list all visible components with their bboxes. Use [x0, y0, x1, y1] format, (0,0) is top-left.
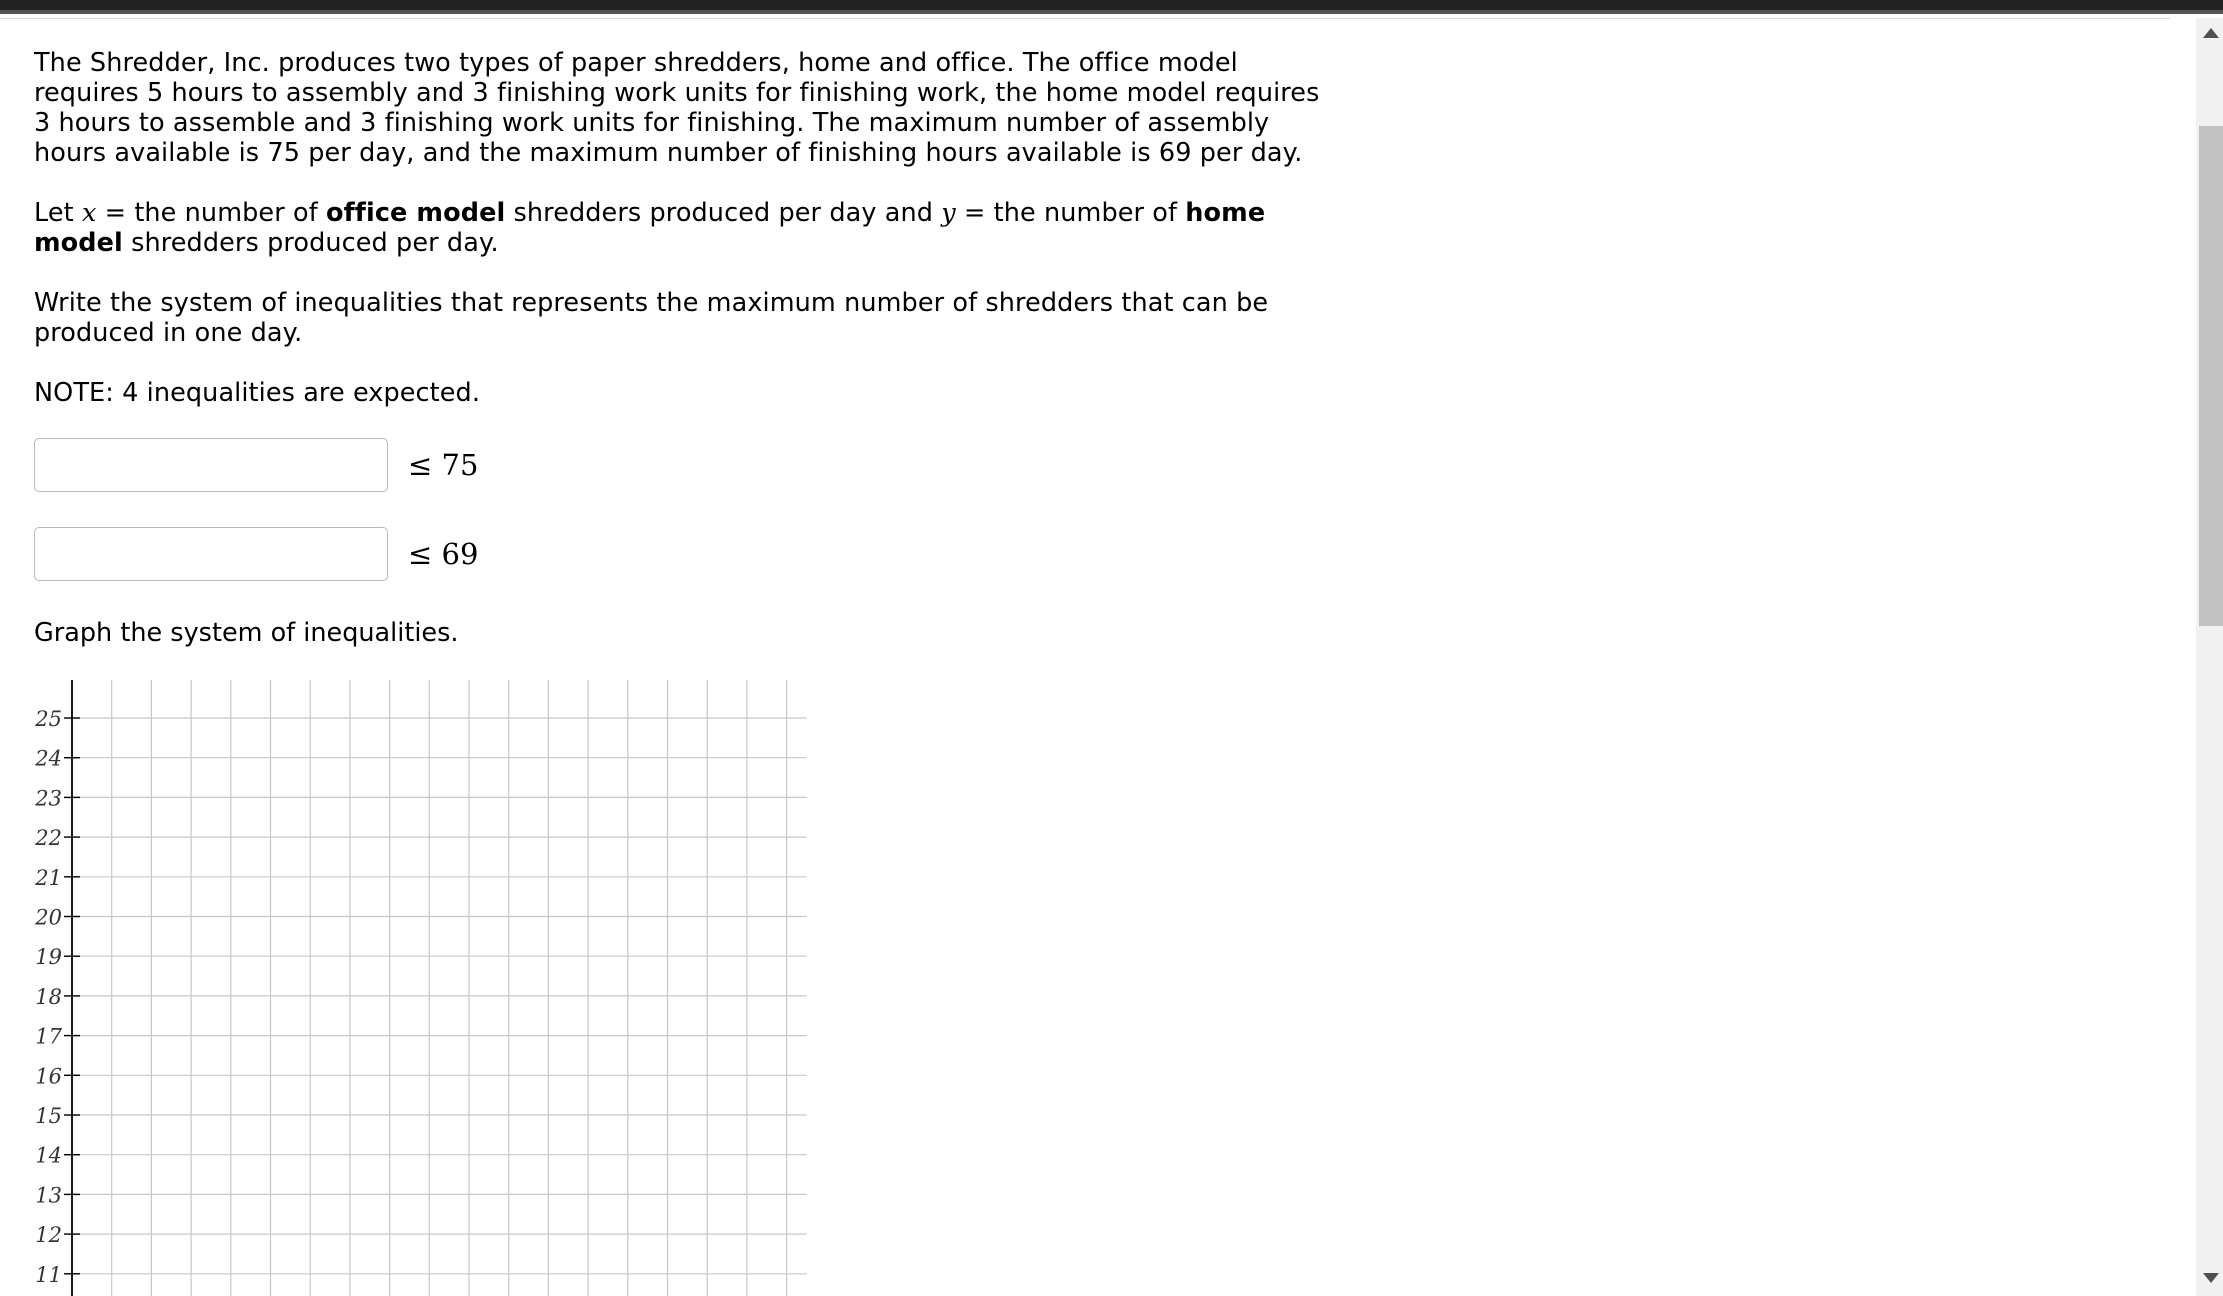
y-tick-label: 16 [35, 1064, 62, 1089]
variable-x: x [81, 198, 97, 228]
problem-statement: The Shredder, Inc. produces two types of paper shredders, home and office. The office model requires 5 hours to assembly and 3 finishing work units for finishing work, the home model requires 3 hours to assemble and 3 finishing work units for finishing. The maximum number of assembly hours available is 75 per day, and the maximum number of finishing hours available is 69 per day. [34, 48, 1320, 168]
y-tick-label: 14 [35, 1143, 62, 1168]
graph-instruction: Graph the system of inequalities. [34, 618, 459, 648]
inequality-rhs-1: ≤ 75 [408, 448, 479, 482]
y-tick-label: 25 [35, 707, 62, 731]
inequality-row-1 [34, 438, 1334, 494]
y-tick-label: 20 [35, 905, 62, 930]
variable-definition [34, 198, 1334, 258]
let-text-2: shredders produced per day and [505, 198, 942, 228]
inequality-input-2[interactable] [34, 527, 388, 581]
window-top-bar [0, 0, 2223, 14]
y-tick-label: 23 [35, 786, 62, 811]
scroll-down-arrow-icon[interactable] [2203, 1273, 2219, 1283]
inequality-rhs-2: ≤ 69 [408, 537, 479, 571]
let-prefix: Let [34, 198, 82, 228]
top-divider [0, 18, 2170, 19]
y-tick-label: 12 [35, 1223, 62, 1248]
y-tick-label: 13 [35, 1183, 62, 1208]
office-model-bold: office model [325, 198, 506, 228]
inequality-input-1[interactable] [34, 438, 388, 492]
y-tick-label: 22 [35, 826, 62, 851]
y-tick-label: 24 [35, 746, 62, 771]
let-text-1: = the number of [96, 198, 326, 228]
y-tick-label: 11 [35, 1262, 62, 1287]
home-model-bold: home model [34, 198, 1266, 258]
scrollbar-thumb[interactable] [2199, 126, 2223, 626]
instruction-text: Write the system of inequalities that represents the maximum number of shredders that can be produced in one day. [34, 288, 1269, 348]
y-tick-label: 17 [35, 1024, 62, 1049]
note-text: NOTE: 4 inequalities are expected. [34, 378, 481, 408]
y-tick-label: 18 [35, 984, 62, 1009]
inequality-row-2 [34, 527, 1334, 583]
y-tick-label: 19 [35, 945, 62, 970]
y-tick-label: 21 [35, 865, 62, 890]
scroll-up-arrow-icon[interactable] [2203, 28, 2219, 38]
let-suffix: shredders produced per day. [122, 228, 499, 258]
variable-y: y [941, 198, 956, 228]
question-content [34, 48, 1334, 616]
let-text-3: = the number of [955, 198, 1186, 228]
y-tick-label: 15 [35, 1104, 62, 1128]
inequality-graph[interactable] [0, 675, 1110, 1296]
